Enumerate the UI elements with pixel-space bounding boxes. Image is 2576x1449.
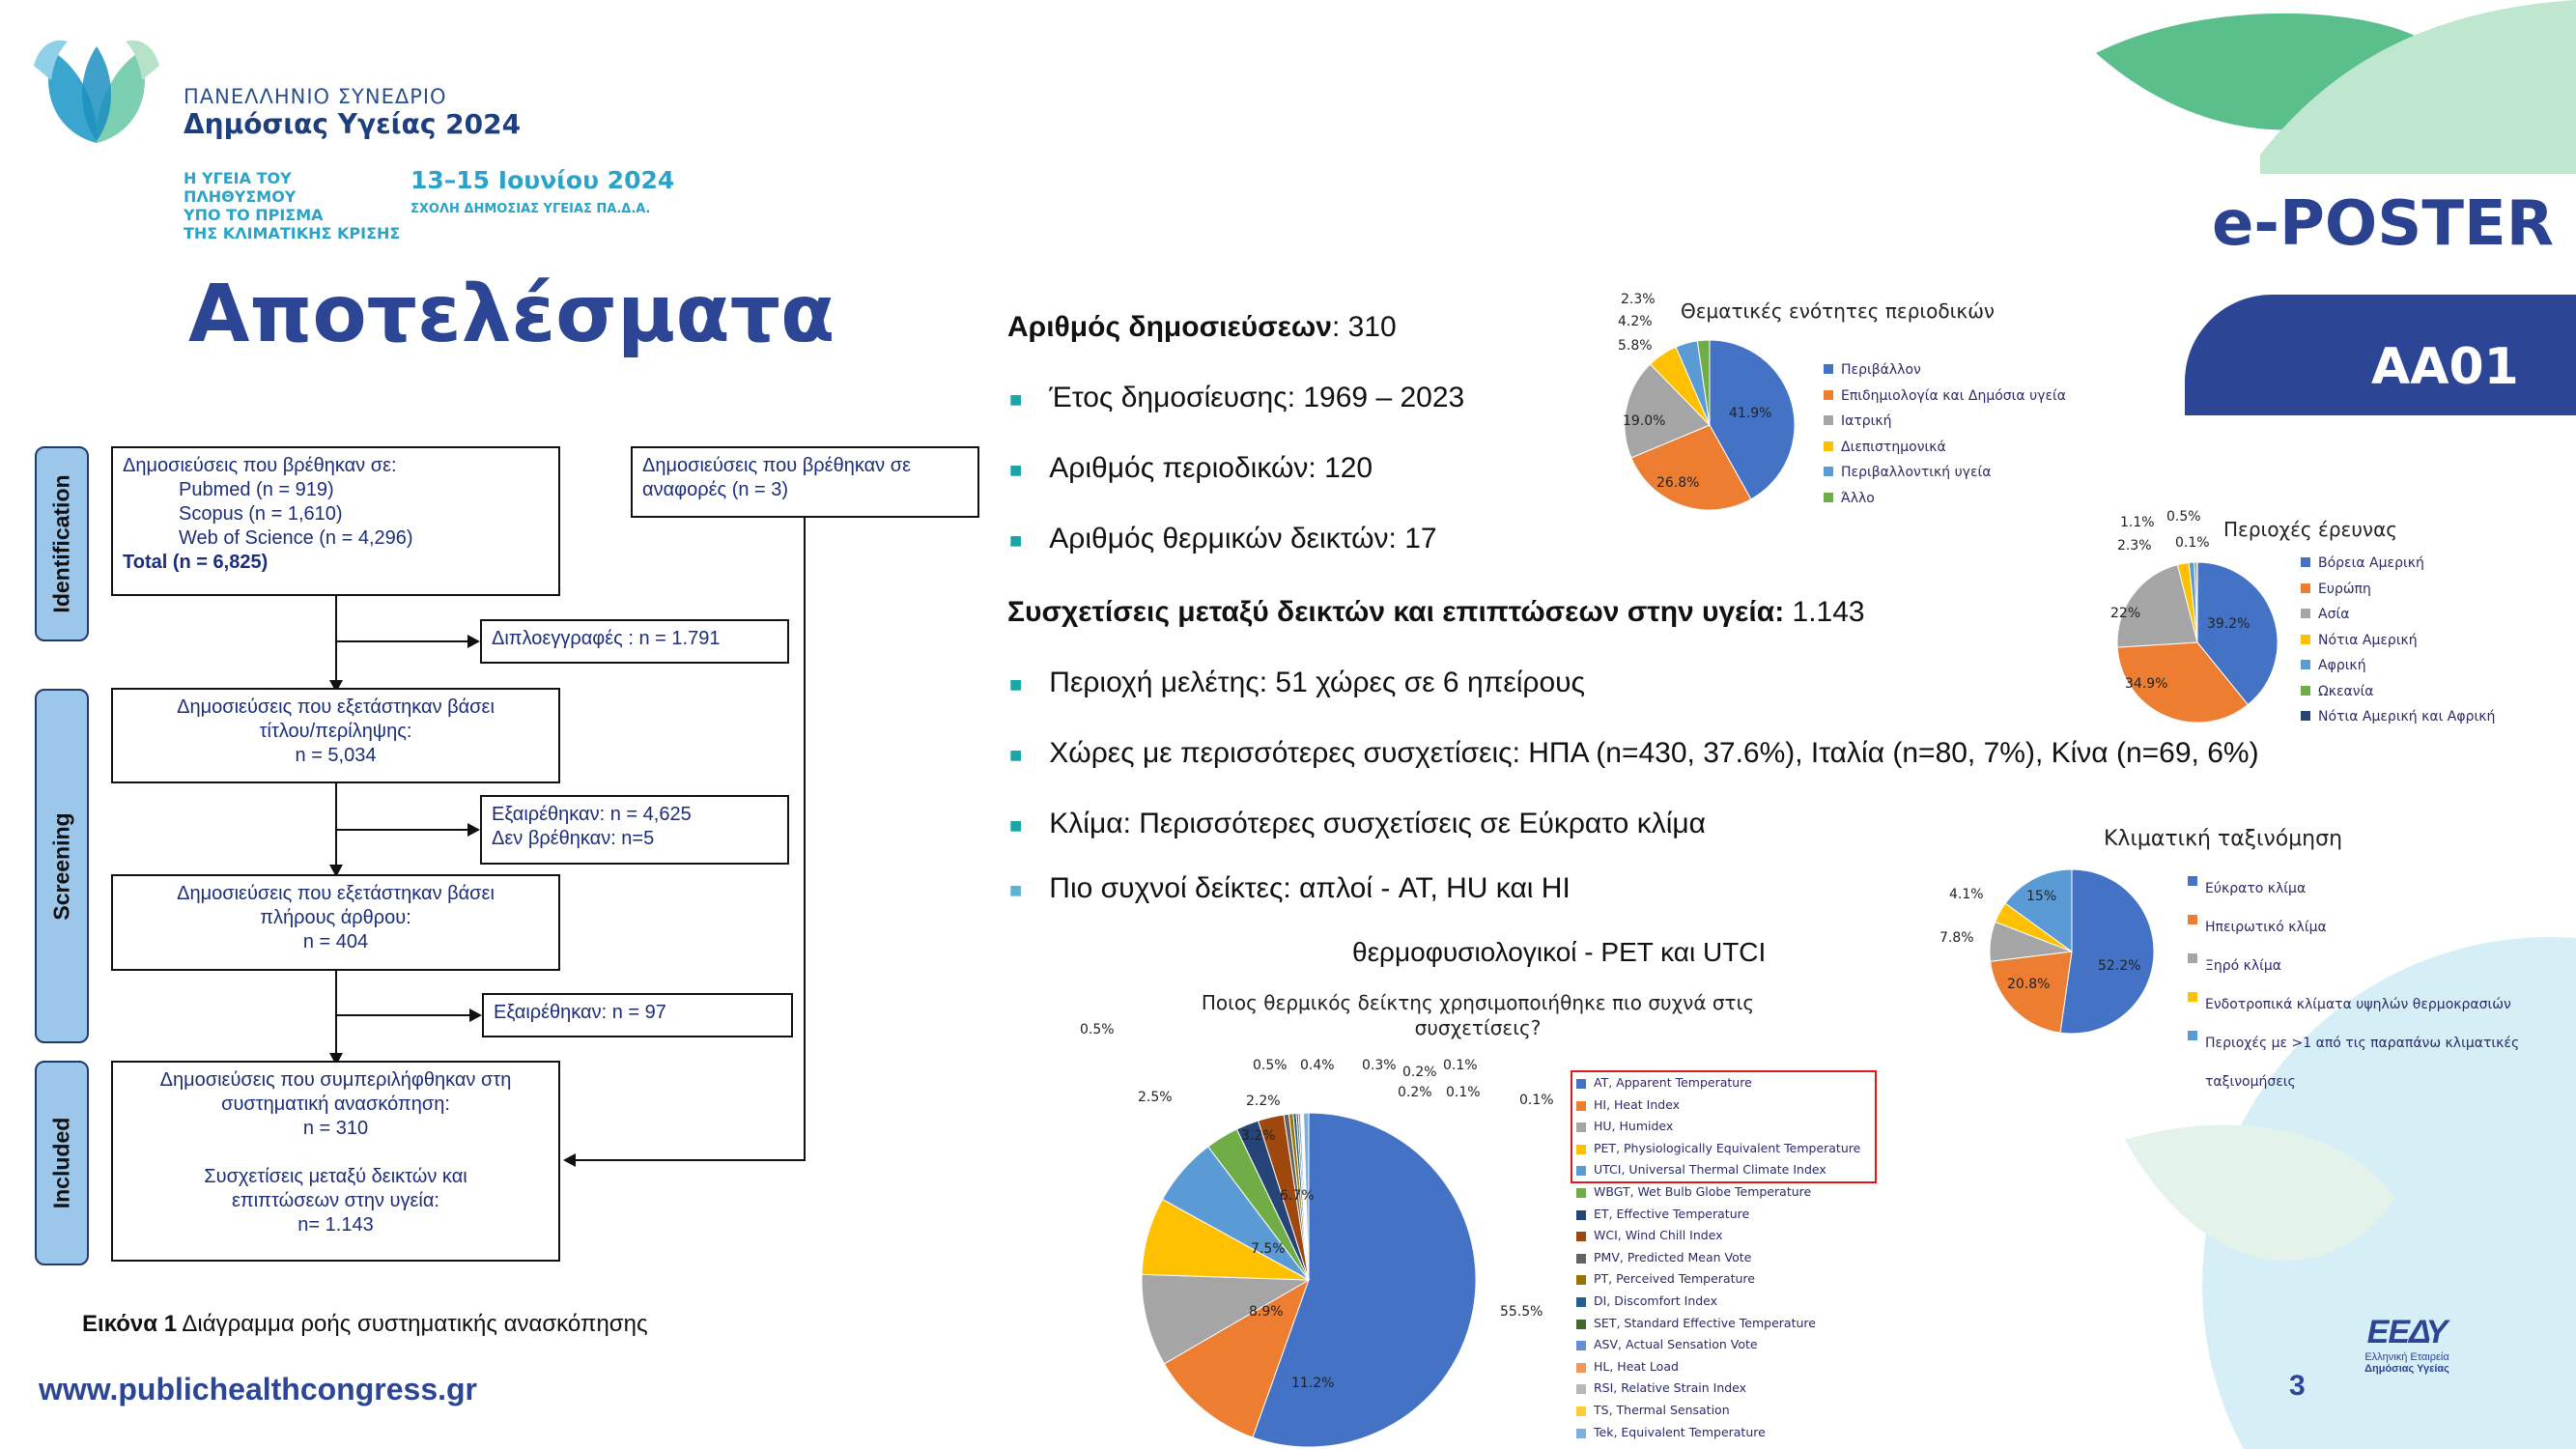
legend-item (2301, 653, 2495, 679)
theme-line2: ΥΠΟ ΤΟ ΠΡΙΣΜΑ (184, 206, 324, 224)
page-number: 3 (2289, 1370, 2306, 1402)
legend-label: HL, Heat Load (1594, 1358, 1679, 1374)
legend-item (1576, 1159, 1860, 1181)
references-box (631, 446, 979, 518)
references-line1: Δημοσιεύσεις που βρέθηκαν σε (642, 455, 911, 476)
excluded2-box (482, 993, 793, 1037)
chart3-pie (1970, 860, 2212, 1043)
legend-item (2301, 551, 2495, 577)
legend-item (1824, 435, 2066, 461)
legend-label: Περιβάλλον (1841, 362, 1921, 378)
legend-label: PET, Physiologically Equivalent Temperature (1594, 1140, 1861, 1155)
fulltext-line3: n = 404 (302, 931, 369, 952)
legend-item (1824, 357, 2066, 384)
chart4-title-line1: Ποιος θερμικός δείκτης χρησιμοποιήθηκε πιο συχνά στις (1201, 991, 1755, 1014)
chart2-label: 0.1% (2175, 535, 2210, 551)
legend-label: Tek, Equivalent Temperature (1594, 1424, 1766, 1439)
legend-swatch (1576, 1275, 1586, 1285)
assoc-label: Συσχετίσεις μεταξύ δεικτών και επιπτώσεων στην υγεία: (1007, 596, 1785, 628)
legend-item (1576, 1225, 1860, 1247)
legend-item (1576, 1247, 1860, 1269)
stage-label: Screening (48, 811, 74, 921)
chart4-label: 2.5% (1138, 1090, 1173, 1105)
legend-label: WBGT, Wet Bulb Globe Temperature (1594, 1183, 1812, 1199)
result-area: Περιοχή μελέτης: 51 χώρες σε 6 ηπείρους (1049, 667, 1585, 698)
legend-label: Διεπιστημονικά (1841, 439, 1946, 455)
legend-item (1576, 1138, 1860, 1160)
connector (335, 596, 337, 683)
fulltext-line1: Δημοσιεύσεις που εξετάστηκαν βάσει (177, 883, 495, 904)
legend-label: Άλλο (1841, 490, 1875, 506)
chart4-label: 0.1% (1519, 1093, 1554, 1108)
legend-item (1576, 1400, 1860, 1422)
chart4-label: 7.5% (1251, 1241, 1286, 1257)
chart4-legend (1576, 1072, 1860, 1443)
legend-item (1576, 1291, 1860, 1313)
legend-label: ASV, Actual Sensation Vote (1594, 1337, 1758, 1352)
legend-label: HI, Heat Index (1594, 1096, 1681, 1112)
chart4-label: 0.3% (1362, 1058, 1397, 1073)
connector (804, 518, 806, 1160)
identified-title: Δημοσιεύσεις που βρέθηκαν σε: (123, 455, 397, 476)
legend-swatch (2301, 635, 2310, 644)
chart4-label: 0.5% (1080, 1022, 1115, 1037)
conference-name-line2: Δημόσιας Υγείας 2024 (184, 108, 522, 140)
legend-item (1576, 1268, 1860, 1291)
legend-item (2188, 869, 2545, 908)
result-countries: Χώρες με περισσότερες συσχετίσεις: ΗΠΑ (n=430, 37.6%), Ιταλία (n=80, 7%), Κίνα (n=69, 6%) (1049, 737, 2259, 769)
fulltext-box (111, 874, 560, 971)
fulltext-line2: πλήρους άρθρου: (260, 907, 411, 928)
chart4-label: 0.4% (1300, 1058, 1335, 1073)
legend-swatch (1576, 1254, 1586, 1264)
legend-swatch (1576, 1363, 1586, 1373)
chart4-label: 0.2% (1402, 1065, 1437, 1080)
legend-swatch (2301, 660, 2310, 669)
chart2-label: 2.3% (2117, 538, 2152, 554)
screened-line1: Δημοσιεύσεις που εξετάστηκαν βάσει (177, 696, 495, 718)
legend-label: Επιδημιολογία και Δημόσια υγεία (1841, 387, 2067, 404)
chart4-label: 0.1% (1446, 1085, 1481, 1100)
footer-url[interactable]: www.publichealthcongress.gr (39, 1372, 477, 1406)
legend-label: PMV, Predicted Mean Vote (1594, 1249, 1752, 1264)
pie-slice-1 (1991, 952, 2072, 1033)
legend-item (1576, 1072, 1860, 1094)
legend-item (1576, 1356, 1860, 1378)
connector (335, 640, 470, 642)
result-bullet-frequent: ■ Πιο συχνοί δείκτες: απλοί - AT, HU και HI (1009, 872, 1571, 904)
legend-item (2301, 679, 2495, 705)
result-physio: θερμοφυσιολογικοί - PET και UTCI (1352, 937, 1767, 967)
legend-item (2301, 602, 2495, 628)
legend-swatch (2301, 583, 2310, 593)
legend-swatch (1824, 467, 1833, 476)
legend-label: SET, Standard Effective Temperature (1594, 1315, 1816, 1330)
legend-item (2188, 1024, 2545, 1101)
arrow-right (467, 823, 480, 837)
chart1-label: 5.8% (1618, 338, 1653, 354)
stage-screening (35, 689, 89, 1043)
legend-item (1576, 1422, 1860, 1444)
legend-label: Βόρεια Αμερική (2318, 555, 2424, 571)
stage-included (35, 1061, 89, 1265)
legend-label: TS, Thermal Sensation (1594, 1402, 1730, 1417)
legend-swatch (1576, 1166, 1586, 1176)
chart2-label: 22% (2110, 606, 2141, 621)
legend-swatch (1824, 493, 1833, 502)
assoc-count (1007, 596, 1865, 629)
arrow-left (563, 1153, 576, 1167)
legend-swatch (2188, 915, 2197, 924)
legend-item (1824, 486, 2066, 512)
screened-line2: τίτλου/περίληψης: (259, 721, 412, 742)
legend-label: DI, Discomfort Index (1594, 1293, 1718, 1308)
chart3-label: 4.1% (1949, 887, 1984, 902)
legend-item (1824, 384, 2066, 410)
chart3-label: 52.2% (2098, 958, 2141, 974)
chart3-label: 20.8% (2007, 977, 2051, 992)
society-logo (2349, 1314, 2465, 1375)
result-indices: Αριθμός θερμικών δεικτών: 17 (1049, 523, 1437, 554)
chart2-title: Περιοχές έρευνας (2223, 518, 2397, 541)
legend-item (2188, 947, 2545, 985)
chart3-label: 7.8% (1939, 930, 1974, 946)
chart1-label: 19.0% (1623, 413, 1666, 429)
theme-line1: Η ΥΓΕΙΑ ΤΟΥ ΠΛΗΘΥΣΜΟΥ (184, 169, 297, 206)
scopus-count: Scopus (n = 1,610) (179, 503, 343, 525)
legend-swatch (1576, 1384, 1586, 1394)
congress-logo (24, 27, 169, 153)
arrow-right (469, 1009, 482, 1022)
legend-label: Ευρώπη (2318, 581, 2371, 597)
legend-label: Περιβαλλοντική υγεία (1841, 465, 1992, 480)
legend-label: AT, Apparent Temperature (1594, 1075, 1752, 1090)
legend-swatch (1576, 1406, 1586, 1416)
legend-swatch (1576, 1145, 1586, 1154)
legend-item (2188, 985, 2545, 1024)
legend-swatch (2301, 711, 2310, 721)
result-bullet-climate: ■ Κλίμα: Περισσότερες συσχετίσεις σε Εύκρατο κλίμα (1009, 808, 1706, 839)
legend-item (2188, 908, 2545, 947)
result-journals: Αριθμός περιοδικών: 120 (1049, 452, 1373, 484)
pubmed-count: Pubmed (n = 919) (179, 479, 334, 500)
legend-label: UTCI, Universal Thermal Climate Index (1594, 1162, 1826, 1178)
screened-line3: n = 5,034 (295, 745, 377, 766)
legend-label: WCI, Wind Chill Index (1594, 1228, 1723, 1243)
chart2-label: 0.5% (2166, 509, 2201, 525)
chart4-label: 3.2% (1241, 1128, 1276, 1144)
result-bullet-area: ■ Περιοχή μελέτης: 51 χώρες σε 6 ηπείρους (1009, 667, 1585, 698)
identified-box (111, 446, 560, 596)
legend-swatch (1824, 441, 1833, 451)
chart4-label: 2.2% (1246, 1094, 1281, 1109)
legend-label: Εύκρατο κλίμα (2205, 881, 2307, 896)
result-bullet-year: ■ Έτος δημοσίευσης: 1969 – 2023 (1009, 382, 1465, 413)
legend-label: Αφρική (2318, 658, 2366, 673)
duplicates-box (480, 619, 789, 664)
chart4-label: 6.7% (1280, 1188, 1315, 1204)
poster-code: AA01 (2371, 338, 2519, 396)
legend-item (1576, 1094, 1860, 1117)
legend-label: Νότια Αμερική και Αφρική (2318, 709, 2496, 724)
legend-label: Περιοχές με >1 από τις παραπάνω κλιματικές ταξινομήσεις (2205, 1036, 2520, 1090)
legend-swatch (1576, 1188, 1586, 1198)
result-frequent: Πιο συχνοί δείκτες: απλοί - AT, HU και HI (1049, 872, 1571, 904)
stage-label: Identification (48, 474, 74, 613)
chart4-title-line2: συσχετίσεις? (1414, 1016, 1542, 1039)
legend-label: Ενδοτροπικά κλίματα υψηλών θερμοκρασιών (2205, 997, 2511, 1012)
legend-swatch (1824, 415, 1833, 425)
legend-swatch (1576, 1122, 1586, 1132)
chart4-label: 8.9% (1249, 1304, 1284, 1320)
included-line6: n= 1.143 (297, 1214, 374, 1236)
legend-label: ET, Effective Temperature (1594, 1206, 1750, 1221)
chart1-label: 41.9% (1729, 406, 1772, 421)
legend-item (1824, 409, 2066, 435)
legend-swatch (2301, 557, 2310, 567)
excluded1-line1: Εξαιρέθηκαν: n = 4,625 (492, 804, 692, 825)
legend-label: PT, Perceived Temperature (1594, 1271, 1755, 1287)
pubs-count (1007, 311, 1397, 344)
wos-count: Web of Science (n = 4,296) (179, 527, 413, 549)
included-line1: Δημοσιεύσεις που συμπεριλήφθηκαν στη (159, 1069, 512, 1091)
chart2-pie (2086, 551, 2318, 734)
legend-label: Ηπειρωτικό κλίμα (2205, 920, 2327, 935)
legend-label: Ωκεανία (2318, 683, 2374, 699)
assoc-value: 1.143 (1784, 596, 1865, 628)
conference-theme (184, 169, 406, 242)
legend-item (1576, 1334, 1860, 1356)
included-line2: συστηματική ανασκόπηση: (221, 1094, 450, 1115)
legend-swatch (1576, 1341, 1586, 1350)
legend-swatch (2188, 992, 2197, 1002)
chart3-legend (2188, 869, 2545, 1101)
eposter-label: e-POSTER (2212, 188, 2555, 260)
legend-swatch (1824, 364, 1833, 374)
screened-box (111, 688, 560, 783)
legend-swatch (2188, 953, 2197, 963)
society-name-line1: Ελληνική Εταιρεία (2364, 1351, 2449, 1363)
result-year: Έτος δημοσίευσης: 1969 – 2023 (1049, 382, 1465, 413)
chart4-label: 0.5% (1253, 1058, 1288, 1073)
connector (335, 783, 337, 868)
connector (576, 1159, 806, 1161)
chart1-legend (1824, 357, 2066, 511)
chart4-label: 0.2% (1398, 1085, 1432, 1100)
legend-item (2301, 577, 2495, 603)
chart1-label: 2.3% (1621, 292, 1656, 307)
pie-slice-0 (2060, 869, 2154, 1034)
included-box (111, 1061, 560, 1262)
stage-label: Included (48, 1117, 74, 1209)
pubs-value: : 310 (1331, 311, 1397, 343)
legend-swatch (2301, 686, 2310, 696)
section-title: Αποτελέσματα (188, 269, 835, 360)
legend-swatch (1576, 1232, 1586, 1241)
legend-swatch (1824, 390, 1833, 400)
chart4-label: 55.5% (1500, 1304, 1543, 1320)
legend-label: Ξηρό κλίμα (2205, 958, 2282, 974)
references-line2: αναφορές (n = 3) (642, 479, 789, 500)
included-line5: επιπτώσεων στην υγεία: (232, 1190, 439, 1211)
result-bullet-journals: ■ Αριθμός περιοδικών: 120 (1009, 452, 1373, 484)
legend-swatch (1576, 1101, 1586, 1111)
legend-item (1576, 1116, 1860, 1138)
total-count: Total (n = 6,825) (123, 552, 269, 573)
legend-swatch (2188, 1031, 2197, 1040)
result-bullet-indices: ■ Αριθμός θερμικών δεικτών: 17 (1009, 523, 1437, 554)
conference-name-line1: ΠΑΝΕΛΛΗΝΙΟ ΣΥΝΕΔΡΙΟ (184, 85, 447, 108)
result-climate: Κλίμα: Περισσότερες συσχετίσεις σε Εύκρατο κλίμα (1049, 808, 1706, 839)
legend-item (1576, 1313, 1860, 1335)
arrow-right (467, 635, 480, 648)
pie-slice-6 (2196, 562, 2197, 642)
legend-swatch (1576, 1320, 1586, 1329)
connector (335, 829, 470, 831)
chart4-label: 0.1% (1443, 1058, 1478, 1073)
legend-item (1576, 1181, 1860, 1204)
society-abbr: ΕΕΔΥ (2366, 1314, 2448, 1350)
chart1-label: 4.2% (1618, 314, 1653, 329)
conference-dates: 13–15 Ιουνίου 2024 (410, 166, 675, 194)
figure-caption (82, 1311, 648, 1338)
conference-school: ΣΧΟΛΗ ΔΗΜΟΣΙΑΣ ΥΓΕΙΑΣ ΠΑ.Δ.Α. (410, 202, 651, 216)
chart4-label: 11.2% (1291, 1376, 1335, 1391)
legend-label: Νότια Αμερική (2318, 632, 2418, 648)
legend-swatch (2301, 609, 2310, 618)
legend-swatch (1576, 1079, 1586, 1089)
connector (335, 1014, 472, 1016)
legend-swatch (1576, 1429, 1586, 1438)
legend-swatch (1576, 1297, 1586, 1307)
stage-identification (35, 446, 89, 641)
legend-item (1576, 1378, 1860, 1400)
caption-label: Εικόνα 1 (82, 1311, 178, 1337)
chart2-label: 39.2% (2207, 616, 2250, 632)
legend-swatch (1576, 1210, 1586, 1220)
chart3-label: 15% (2026, 889, 2057, 904)
excluded1-line2: Δεν βρέθηκαν: n=5 (492, 828, 655, 849)
legend-label: Ασία (2318, 607, 2350, 622)
caption-text: Διάγραμμα ροής συστηματικής ανασκόπησης (177, 1311, 648, 1337)
legend-label: HU, Humidex (1594, 1119, 1674, 1134)
included-line3: n = 310 (302, 1118, 369, 1139)
duplicates-text: Διπλοεγγραφές : n = 1.791 (492, 628, 721, 649)
theme-line3: ΤΗΣ ΚΛΙΜΑΤΙΚΗΣ ΚΡΙΣΗΣ (184, 224, 401, 242)
chart3-title: Κλιματική ταξινόμηση (2104, 827, 2343, 851)
result-bullet-countries: ■ Χώρες με περισσότερες συσχετίσεις: ΗΠΑ (n=430, 37.6%), Ιταλία (n=80, 7%), Κίνα (n=69, 6%) (1009, 737, 2259, 769)
legend-label: RSI, Relative Strain Index (1594, 1380, 1747, 1396)
chart2-label: 34.9% (2125, 676, 2168, 692)
legend-label: Ιατρική (1841, 413, 1892, 429)
chart2-label: 1.1% (2120, 515, 2155, 530)
legend-item (1576, 1204, 1860, 1226)
included-line4: Συσχετίσεις μεταξύ δεικτών και (204, 1166, 467, 1187)
legend-swatch (2188, 876, 2197, 886)
society-name-line2: Δημόσιας Υγείας (2364, 1363, 2449, 1375)
chart1-label: 26.8% (1656, 475, 1700, 491)
legend-item (1824, 460, 2066, 486)
legend-item (2301, 628, 2495, 654)
chart1-title: Θεματικές ενότητες περιοδικών (1681, 299, 1996, 323)
pubs-label: Αριθμός δημοσιεύσεων (1007, 311, 1332, 343)
excluded2-text: Εξαιρέθηκαν: n = 97 (494, 1002, 666, 1023)
excluded1-box (480, 795, 789, 865)
legend-item (2301, 704, 2495, 730)
chart2-legend (2301, 551, 2495, 730)
